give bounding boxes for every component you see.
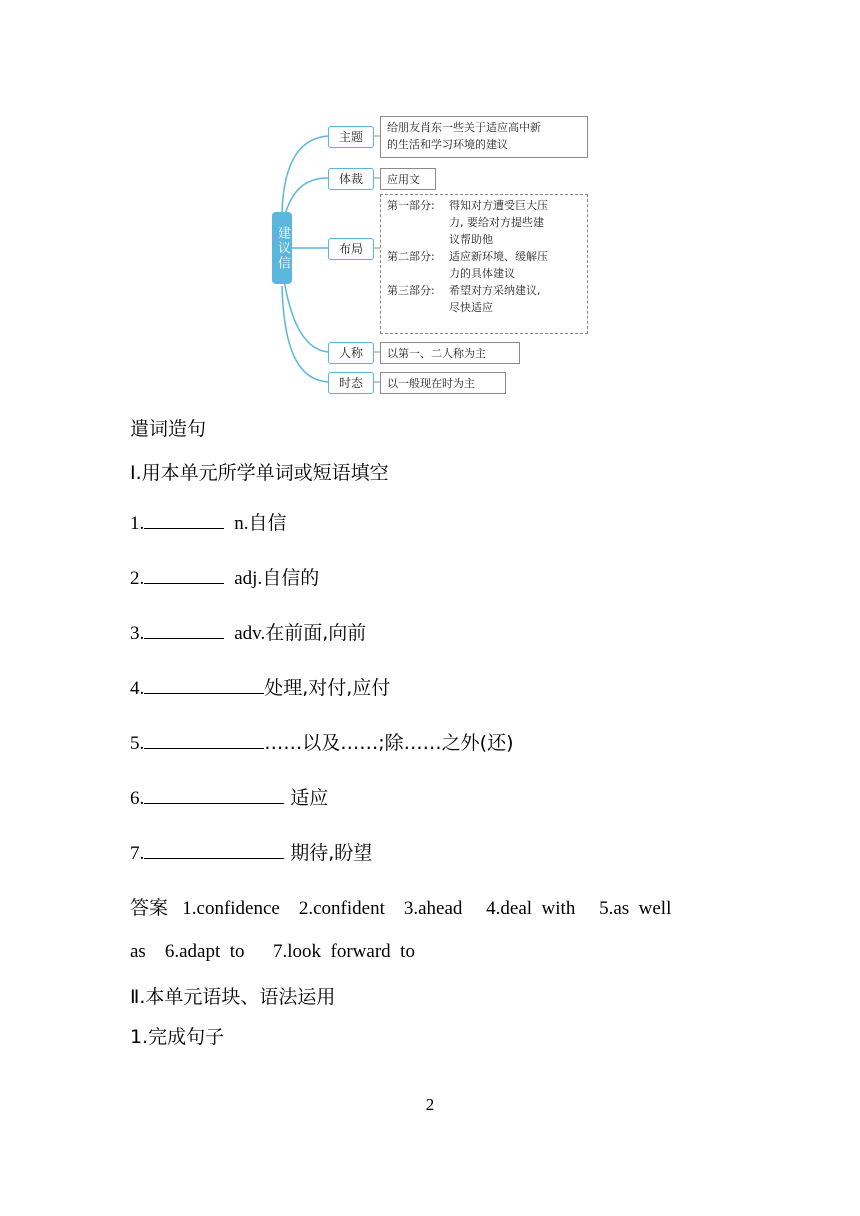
item-number: 3. xyxy=(130,623,145,644)
part1-title: Ⅰ.用本单元所学单词或短语填空 xyxy=(130,462,389,484)
layout-part-1-line-1: 得知对方遭受巨大压 xyxy=(449,199,548,212)
item-1 xyxy=(130,508,287,535)
item-pos: adj. xyxy=(234,568,263,589)
item-number: 2. xyxy=(130,568,145,589)
answer-label: 答案 xyxy=(130,897,169,919)
layout-part-2-text xyxy=(449,248,581,282)
item-pos: n. xyxy=(234,513,249,534)
branch-key-genre: 体裁 xyxy=(328,168,374,190)
part2-title: Ⅱ.本单元语块、语法运用 xyxy=(130,986,336,1008)
layout-part-3 xyxy=(387,282,581,316)
layout-part-1-line-3: 议帮助他 xyxy=(449,233,493,246)
item-3 xyxy=(130,618,366,645)
branch-value-theme xyxy=(380,116,588,158)
answer-blank[interactable] xyxy=(144,785,284,804)
branch-key-person: 人称 xyxy=(328,342,374,364)
layout-part-3-line-1: 希望对方采纳建议, xyxy=(449,284,541,297)
answer-blank[interactable] xyxy=(144,565,224,584)
item-meaning: 适应 xyxy=(290,787,329,809)
answer-blank[interactable] xyxy=(144,510,224,529)
item-number: 5. xyxy=(130,733,145,754)
layout-part-3-label: 第三部分: xyxy=(387,284,435,297)
person-line-1: 以第一、二人称为主 xyxy=(387,347,486,360)
theme-line-1: 给朋友肖东一些关于适应高中新 xyxy=(387,121,541,134)
answer-blank[interactable] xyxy=(144,840,284,859)
item-number: 7. xyxy=(130,843,145,864)
item-meaning: ……以及……;除……之外(还) xyxy=(264,732,514,754)
branch-key-theme: 主题 xyxy=(328,126,374,148)
item-6 xyxy=(130,783,328,810)
branch-value-genre xyxy=(380,168,436,190)
branch-value-tense xyxy=(380,372,506,394)
item-meaning: 在前面,向前 xyxy=(265,622,367,644)
item-meaning: 自信的 xyxy=(262,567,320,589)
layout-part-1-label: 第一部分: xyxy=(387,199,435,212)
item-number: 4. xyxy=(130,678,145,699)
layout-part-3-text xyxy=(449,282,581,316)
layout-part-3-line-2: 尽快适应 xyxy=(449,301,493,314)
answer-blank[interactable] xyxy=(144,620,224,639)
answer-text-1: 1.confidence 2.confident 3.ahead 4.deal with 5.as well xyxy=(182,898,672,919)
item-4 xyxy=(130,673,390,700)
section-title: 遣词造句 xyxy=(130,418,207,440)
item-5 xyxy=(130,728,513,755)
answer-blank[interactable] xyxy=(144,730,264,749)
item-meaning: 处理,对付,应付 xyxy=(264,677,391,699)
mind-map xyxy=(262,108,602,398)
item-2 xyxy=(130,563,319,590)
layout-part-2 xyxy=(387,248,581,282)
mind-map-root: 建议信 xyxy=(272,212,292,284)
layout-part-1-line-2: 力, 要给对方提些建 xyxy=(449,216,544,229)
layout-part-2-line-1: 适应新环境、缓解压 xyxy=(449,250,548,263)
branch-value-person xyxy=(380,342,520,364)
branch-value-layout xyxy=(380,194,588,334)
item-7 xyxy=(130,838,372,865)
sub-section-title: 1.完成句子 xyxy=(130,1026,225,1048)
genre-line-1: 应用文 xyxy=(387,173,420,186)
layout-part-2-line-2: 力的具体建议 xyxy=(449,267,515,280)
item-pos: adv. xyxy=(234,623,266,644)
answer-text-2: as 6.adapt to 7.look forward to xyxy=(130,941,415,962)
item-meaning: 期待,盼望 xyxy=(290,842,373,864)
layout-part-1 xyxy=(387,197,581,248)
page-number: 2 xyxy=(425,1095,435,1114)
answer-line-2 xyxy=(130,941,730,963)
theme-line-2: 的生活和学习环境的建议 xyxy=(387,138,508,151)
item-number: 6. xyxy=(130,788,145,809)
layout-part-2-label: 第二部分: xyxy=(387,250,435,263)
item-number: 1. xyxy=(130,513,145,534)
answer-line-1 xyxy=(130,893,730,920)
layout-part-1-text xyxy=(449,197,581,248)
branch-key-tense: 时态 xyxy=(328,372,374,394)
tense-line-1: 以一般现在时为主 xyxy=(387,377,475,390)
item-meaning: 自信 xyxy=(248,512,287,534)
branch-key-layout: 布局 xyxy=(328,238,374,260)
answer-blank[interactable] xyxy=(144,675,264,694)
